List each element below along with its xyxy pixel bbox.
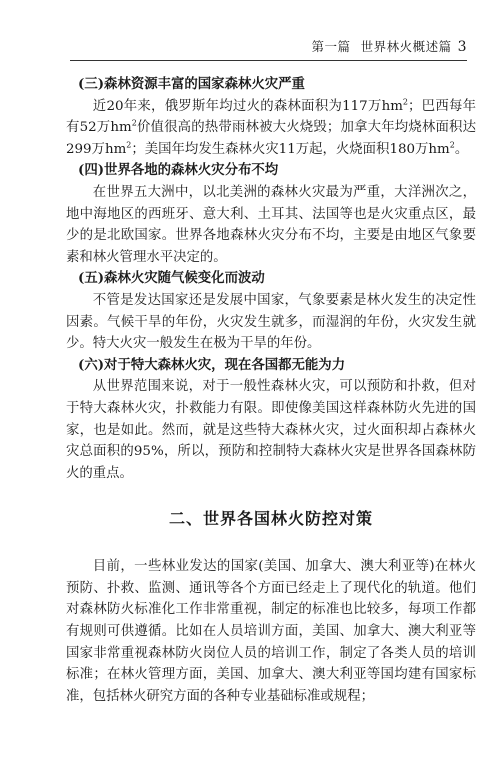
running-header xyxy=(70,38,467,56)
chapter-paragraph: 目前，一些林业发达的国家(美国、加拿大、澳大利亚等)在林火预防、扑救、监测、通讯等各个方面已经走上了现代化的轨道。他们对森林防火标准化工作非常重视，制定的标准也比较多，每项工作都有规则可供遵循。比如在人员培训方面，美国、加拿大、澳大利亚等国家非常重视森林防火岗位人员的培训工作，制定了各类人员的培训标准；在林火管理方面，美国、加拿大、澳大利亚等国均建有国家标准，包括林火研究方面的各种专业基础标准或规程； xyxy=(66,559,476,704)
section-paragraph-6: 从世界范围来说，对于一般性森林火灾，可以预防和扑救，但对于特大森林火灾，扑救能力有限。即使像美国这样森林防火先进的国家，也是如此。然而，就是这些特大森林火灾，过火面积却占森林火灾总面积的95%，所以，预防和控制特大森林火灾是世界各国森林防火的重点。 xyxy=(66,379,476,481)
s3-sup-2: 2 xyxy=(131,118,137,128)
section-paragraph-4: 在世界五大洲中，以北美洲的森林火灾最为严重，大洋洲次之，地中海地区的西班牙、意大利、土耳其、法国等也是火灾重点区，最少的是北欧国家。世界各地森林火灾分布不均，主要是由地区气象要素和林火管理水平决定的。 xyxy=(66,184,476,265)
section-heading-6: (六)对于特大森林火灾，现在各国都无能为力 xyxy=(78,356,346,373)
s3-sup-3: 2 xyxy=(126,140,132,150)
header-title: 世界林火概述篇 xyxy=(360,39,452,54)
s3-sup-4: 2 xyxy=(449,140,455,150)
chapter-heading: 二、世界各国林火防控对策 xyxy=(168,509,373,529)
s3-text-4: ；美国年均发生森林火灾11万起，火烧面积180万hm xyxy=(131,141,450,157)
s3-sup-1: 2 xyxy=(402,97,409,107)
section-heading-4: (四)世界各地的森林火灾分布不均 xyxy=(78,162,279,179)
header-part: 第一篇 xyxy=(311,39,351,54)
s3-text-5: 。 xyxy=(454,141,469,157)
page-number: 3 xyxy=(457,39,467,55)
s3-text-3: 价值很高的热带雨林被大火烧毁；加拿大年均烧林面积达299万hm xyxy=(66,120,476,157)
section-heading-5: (五)森林火灾随气候变化而波动 xyxy=(78,270,265,287)
section-heading-3: (三)森林资源丰富的国家森林火灾严重 xyxy=(78,76,305,92)
s3-text-1: 近20年来，俄罗斯年均过火的森林面积为117万hm xyxy=(92,98,403,114)
section-paragraph-3 xyxy=(66,96,476,161)
s3-text-2: ；巴西每年有52万hm xyxy=(66,98,477,136)
section-paragraph-5: 不管是发达国家还是发展中国家，气象要素是林火发生的决定性因素。气候干旱的年份，火灾发生就多，而湿润的年份，火灾发生就少。特大火灾一般发生在极为干旱的年份。 xyxy=(66,292,476,352)
header-rule xyxy=(70,60,467,61)
page-body xyxy=(66,74,476,707)
